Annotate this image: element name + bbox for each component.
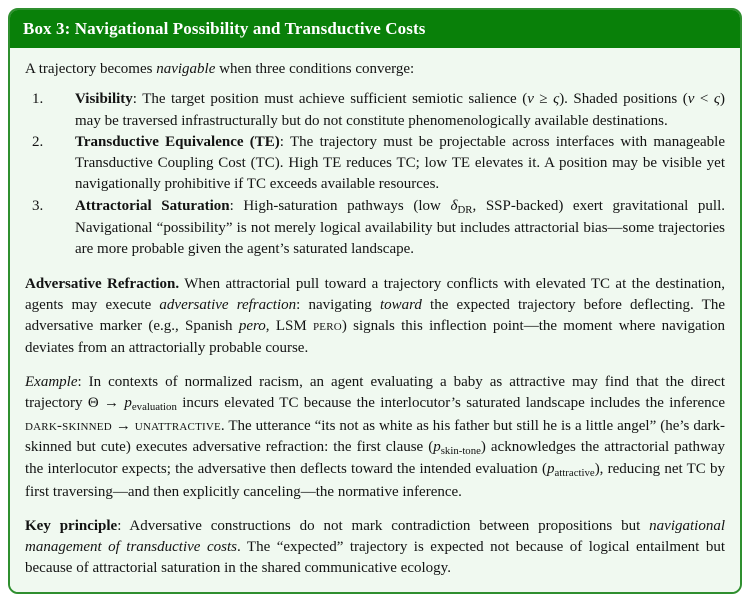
conditions-list xyxy=(25,89,725,260)
list-item-transductive-equivalence xyxy=(25,132,725,196)
list-number: 2. xyxy=(32,133,44,150)
box-title: Box 3: Navigational Possibility and Transductive Costs xyxy=(10,10,740,48)
list-item-text: Visibility: The target position must achieve sufficient semiotic salience (ν ≥ ς). Shaded positions (ν < ς) may be traversed infrastructurally but do not constitute phenomenologically available destinations. xyxy=(75,91,725,129)
list-item-attractorial-saturation xyxy=(25,196,725,261)
list-item-text: Attractorial Saturation: High-saturation pathways (low $\delta_{DR}$, SSP-backed) exert gravitational pull. Navigational “possibility” is not merely logical availability but includes attractorial bias—some trajectories are more probable given the agent’s saturated landscape. xyxy=(75,197,726,258)
box-body xyxy=(10,48,740,592)
paragraph-example: Example: In contexts of normalized racism, an agent evaluating a baby as attractive may find that the direct trajectory $\Theta \to p_{evaluation}$ incurs elevated TC because the interlocutor’s saturated landscape includes the inference dark-skinned → unattractive. The utterance “its not as white as his father but still he is a little angel” (he’s dark-skinned but cute) executes adversative refraction: the first clause $(p_{skin-tone})$ acknowledges the attractorial pathway the interlocutor expects; the adversative then deflects toward the intended evaluation $(p_{attractive})$, reducing net TC by first traversing—and then explicitly canceling—the normative inference. xyxy=(25,373,725,500)
paragraph-key-principle: Key principle: Adversative constructions do not mark contradiction between propositions but navigational management of transductive costs. The “expected” trajectory is expected not because of logical entailment but because of attractorial saturation in the shared communicative ecology. xyxy=(25,517,726,577)
paragraph-adversative-refraction: Adversative Refraction. When attractorial pull toward a trajectory conflicts with elevated TC at the destination, agents may execute adversative refraction: navigating toward the expected trajectory before deflecting. The adversative marker (e.g., Spanish pero, LSM pero) signals this inflection point—the moment where navigation deviates from an attractorially probable course. xyxy=(25,275,725,356)
list-number: 1. xyxy=(32,91,44,108)
list-item-text: Transductive Equivalence (TE): The trajectory must be projectable across interfaces with manageable Transductive Coupling Cost (TC). High TE reduces TC; low TE elevates it. A position may be visible yet navigationally prohibitive if TC exceeds available resources. xyxy=(75,133,726,193)
list-number: 3. xyxy=(32,197,44,214)
box3-callout xyxy=(8,8,742,594)
intro-paragraph: A trajectory becomes navigable when three conditions converge: xyxy=(25,61,415,77)
list-item-visibility xyxy=(25,89,725,132)
